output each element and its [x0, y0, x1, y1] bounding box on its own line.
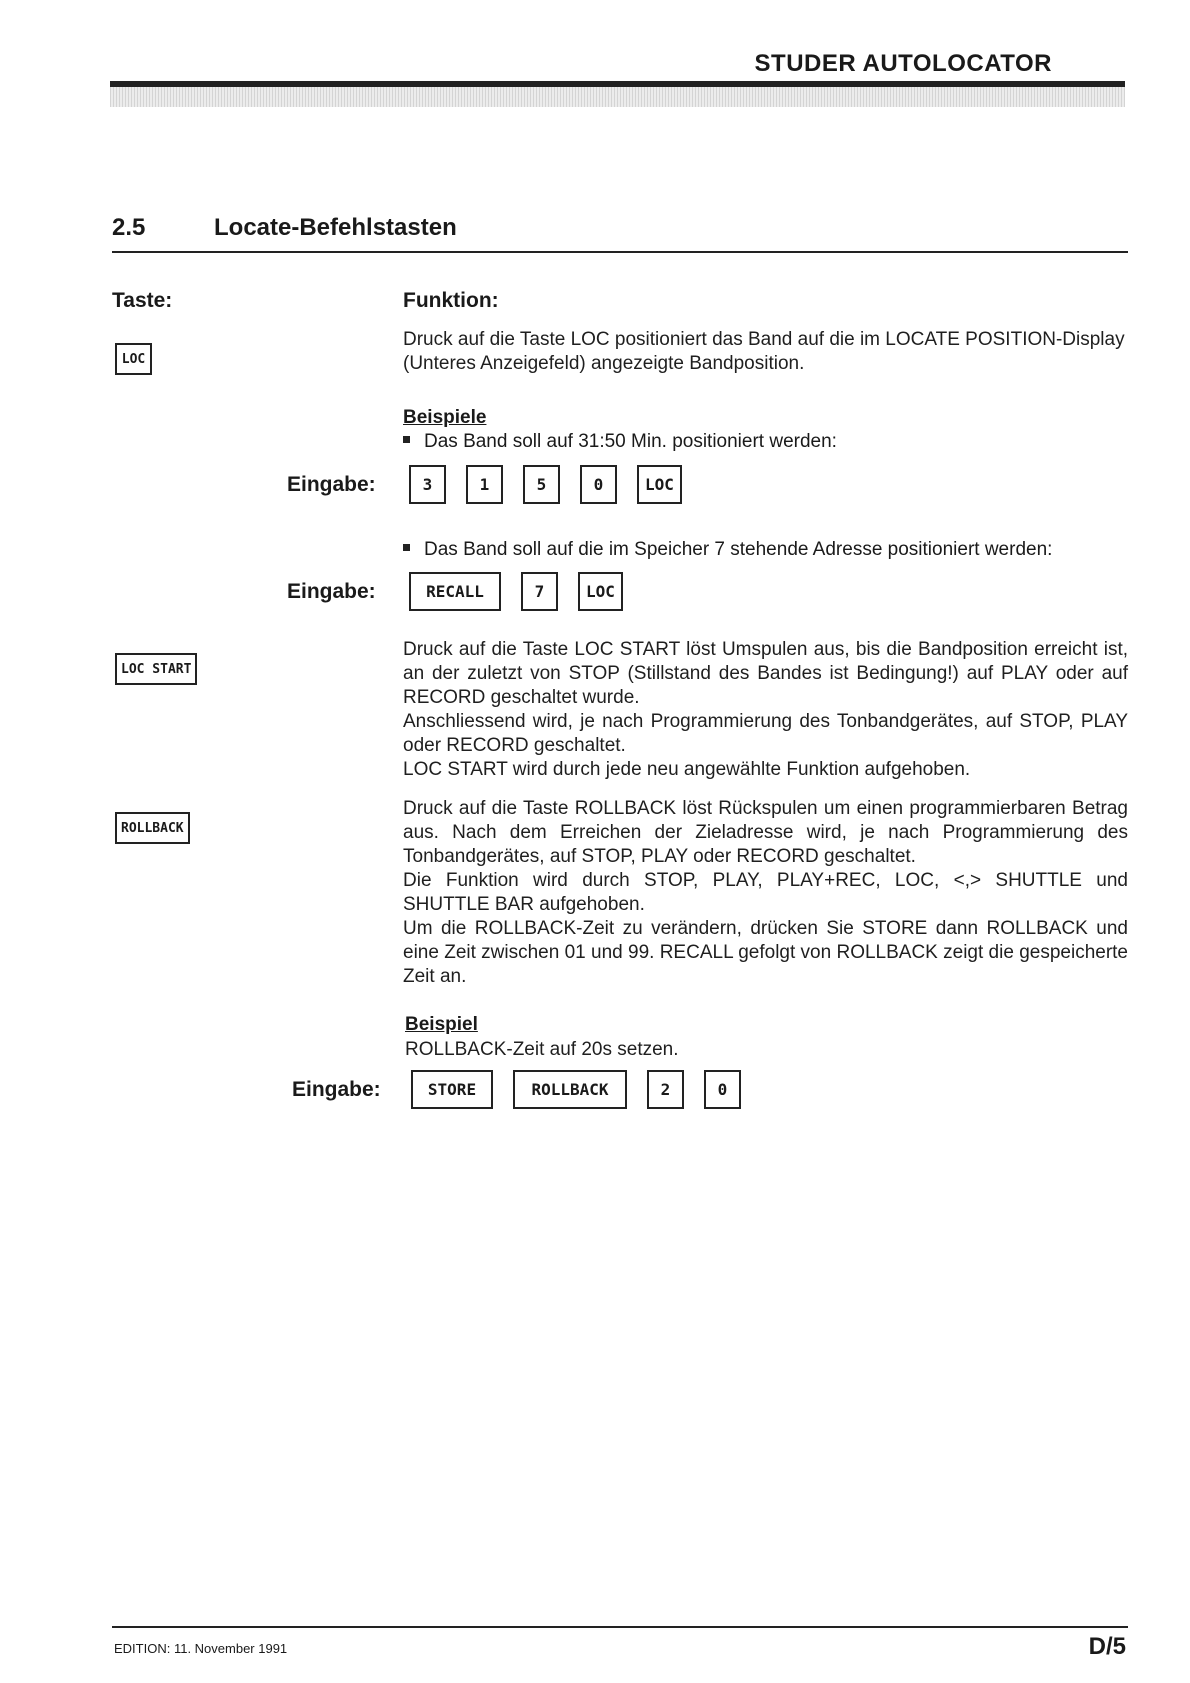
loc-example1-text — [403, 431, 837, 453]
key-5[interactable]: 5 — [523, 465, 560, 504]
section-rule — [112, 251, 1128, 253]
loc-start-paragraph: LOC START wird durch jede neu angewählte Funktion aufgehoben. — [403, 759, 971, 780]
key-0[interactable]: 0 — [580, 465, 617, 504]
rollback-example-heading: Beispiel — [405, 1014, 478, 1035]
key-0[interactable]: 0 — [704, 1070, 741, 1109]
key-loc[interactable]: LOC — [578, 572, 623, 611]
page-number: D/5 — [1088, 1633, 1126, 1660]
loc-start-paragraph: Druck auf die Taste LOC START löst Umspulen aus, bis die Bandposition erreicht ist, an der zuletzt von STOP (Stillstand des Bandes ist Bedingung!) auf PLAY oder auf RECORD geschaltet wurde. — [403, 639, 1128, 708]
loc-example2-keys — [409, 572, 623, 611]
header-title: STUDER AUTOLOCATOR — [754, 50, 1052, 77]
key-rollback[interactable]: ROLLBACK — [513, 1070, 627, 1109]
loc-example1-keys — [409, 465, 682, 504]
key-1[interactable]: 1 — [466, 465, 503, 504]
key-3[interactable]: 3 — [409, 465, 446, 504]
rollback-key-entry — [115, 812, 190, 844]
rollback-description — [403, 797, 1128, 989]
header-shade-band — [110, 87, 1125, 107]
rollback-paragraph: Druck auf die Taste ROLLBACK löst Rückspulen um einen programmierbaren Betrag aus. Nach dem Erreichen der Zieladresse wird, je nach Programmierung des Tonbandgerätes, auf STOP, PLAY oder RECORD geschaltet. — [403, 798, 1128, 867]
key-7[interactable]: 7 — [521, 572, 558, 611]
key-loc[interactable]: LOC — [637, 465, 682, 504]
loc-start-description — [403, 638, 1128, 782]
section-number: 2.5 — [112, 214, 146, 241]
key-recall[interactable]: RECALL — [409, 572, 501, 611]
loc-key[interactable]: LOC — [115, 343, 152, 375]
rollback-example-text: ROLLBACK-Zeit auf 20s setzen. — [405, 1039, 679, 1060]
column-taste-label: Taste: — [112, 289, 173, 312]
footer-rule — [112, 1626, 1128, 1628]
loc-start-key-entry — [115, 653, 197, 685]
loc-example2-label: Das Band soll auf die im Speicher 7 stehende Adresse positioniert werden: — [424, 539, 1053, 560]
rollback-example-keys — [411, 1070, 741, 1109]
loc-example1-input-label: Eingabe: — [287, 473, 376, 496]
section-title: Locate-Befehlstasten — [214, 214, 457, 241]
loc-key-entry — [115, 343, 152, 375]
rollback-key[interactable]: ROLLBACK — [115, 812, 190, 844]
loc-start-paragraph: Anschliessend wird, je nach Programmierung des Tonbandgerätes, auf STOP, PLAY oder RECORD geschaltet. — [403, 711, 1128, 756]
loc-example2-input-label: Eingabe: — [287, 580, 376, 603]
bullet-square-icon — [403, 544, 410, 551]
rollback-paragraph: Um die ROLLBACK-Zeit zu verändern, drücken Sie STORE dann ROLLBACK und eine Zeit zwischen 01 und 99. RECALL gefolgt von ROLLBACK zeigt die gespeicherte Zeit an. — [403, 918, 1128, 987]
loc-description: Druck auf die Taste LOC positioniert das Band auf die im LOCATE POSITION-Display (Unteres Anzeigefeld) angezeigte Bandposition. — [403, 329, 1125, 374]
loc-start-key[interactable]: LOC START — [115, 653, 197, 685]
rollback-input-label: Eingabe: — [292, 1078, 381, 1101]
loc-example1-label: Das Band soll auf 31:50 Min. positioniert werden: — [424, 431, 837, 452]
footer-edition: EDITION: 11. November 1991 — [114, 1641, 288, 1656]
loc-example2-text — [403, 539, 1052, 561]
column-funktion-label: Funktion: — [403, 289, 499, 312]
key-2[interactable]: 2 — [647, 1070, 684, 1109]
rollback-paragraph: Die Funktion wird durch STOP, PLAY, PLAY+REC, LOC, <,> SHUTTLE und SHUTTLE BAR aufgehoben. — [403, 870, 1128, 915]
bullet-square-icon — [403, 436, 410, 443]
loc-examples-heading: Beispiele — [403, 407, 487, 428]
key-store[interactable]: STORE — [411, 1070, 493, 1109]
